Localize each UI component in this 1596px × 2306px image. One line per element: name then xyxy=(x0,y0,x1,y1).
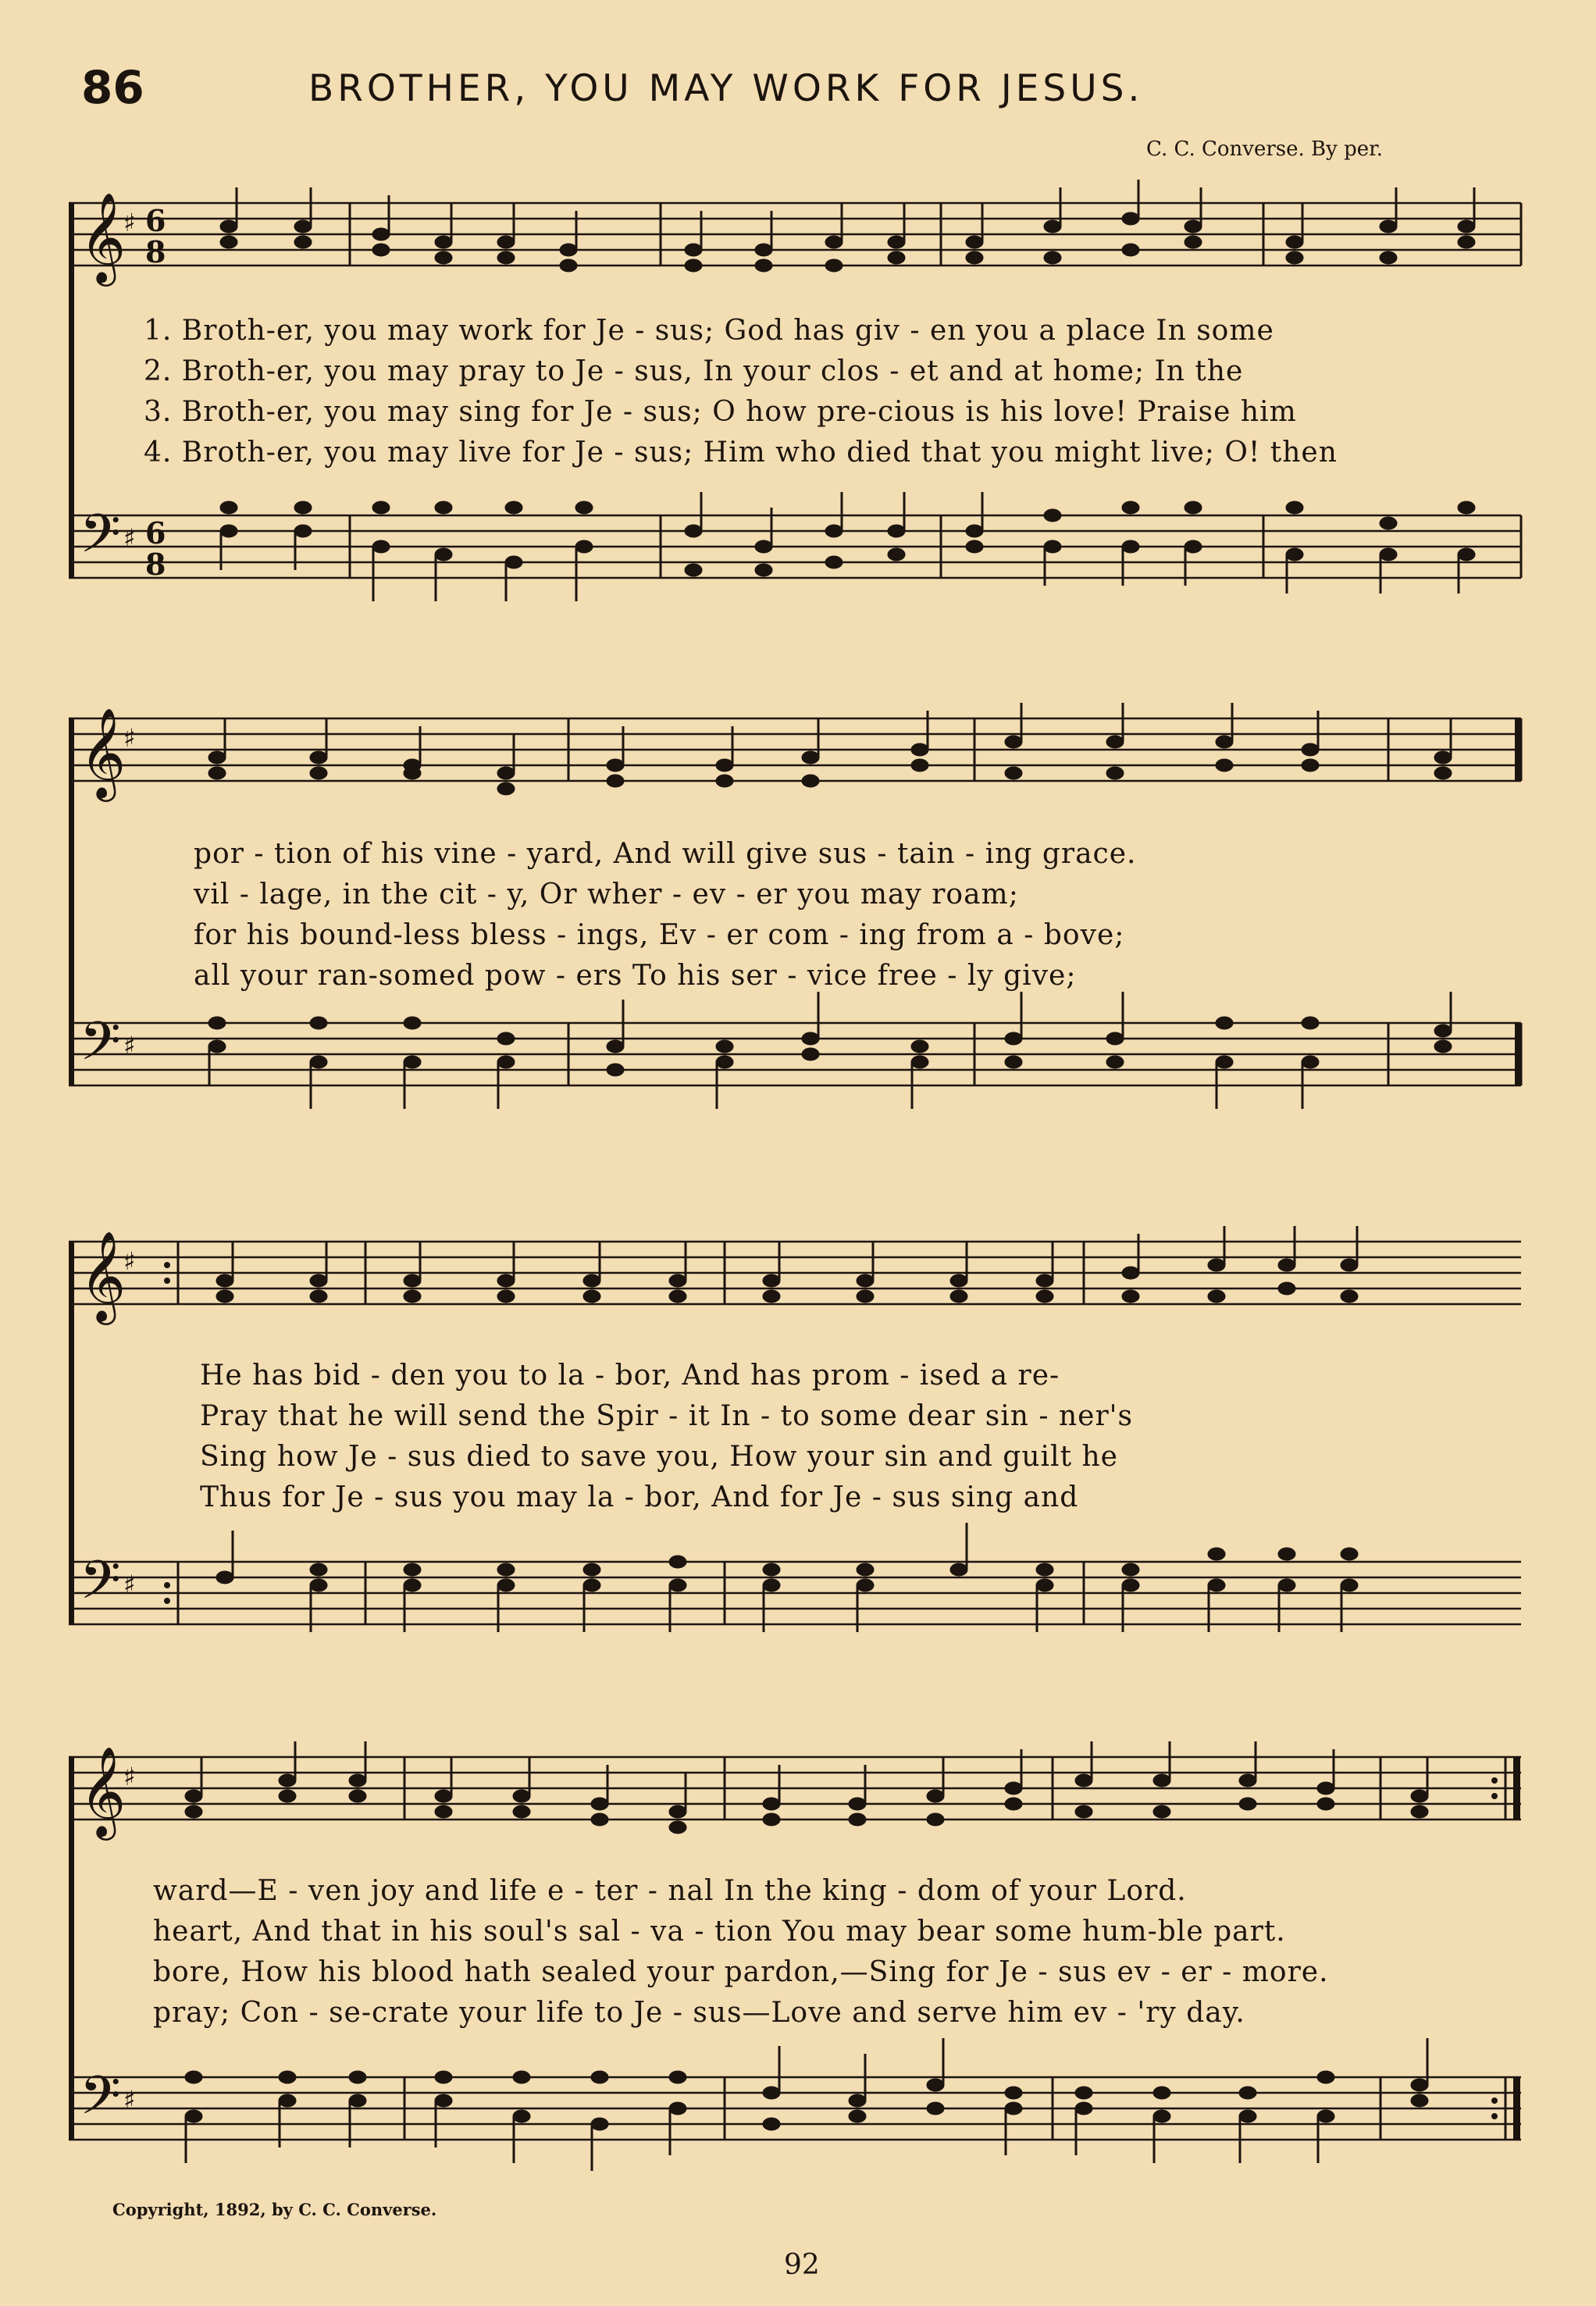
svg-text:𝄞: 𝄞 xyxy=(80,1745,126,1837)
lyric-line: Pray that he will send the Spir - it In - to some dear sin - ner's xyxy=(200,1400,1134,1432)
lyrics-block-4 xyxy=(153,1871,1512,2033)
svg-text:8: 8 xyxy=(145,547,166,582)
music-system-2 xyxy=(69,695,1530,1132)
music-system-4 xyxy=(69,1734,1530,2187)
lyrics-block-2 xyxy=(194,834,1552,996)
lyric-line: pray; Con - se-crate your life to Je - sus—Love and serve him ev - 'ry day. xyxy=(153,1997,1245,2029)
lyric-line: 1. Broth-er, you may work for Je - sus; God has giv - en you a place In some xyxy=(144,315,1274,347)
svg-text:𝄢: 𝄢 xyxy=(80,2065,121,2140)
lyric-line: 2. Broth-er, you may pray to Je - sus, In your clos - et and at home; In the xyxy=(144,355,1244,387)
svg-text:♯: ♯ xyxy=(123,208,136,237)
lyric-line: heart, And that in his soul's sal - va - tion You may bear some hum-ble part. xyxy=(153,1916,1286,1948)
svg-text:𝄞: 𝄞 xyxy=(80,707,126,798)
svg-text:♯: ♯ xyxy=(123,2085,136,2115)
lyric-line: por - tion of his vine - yard, And will give sus - tain - ing grace. xyxy=(194,838,1137,870)
lyric-line: vil - lage, in the cit - y, Or wher - ev - er you may roam; xyxy=(194,879,1019,911)
svg-text:𝄞: 𝄞 xyxy=(80,191,126,283)
svg-text:8: 8 xyxy=(145,234,166,269)
lyrics-block-3 xyxy=(200,1356,1559,1518)
music-system-3 xyxy=(69,1218,1530,1656)
composer-credit: C. C. Converse. By per. xyxy=(1146,137,1383,161)
svg-text:♯: ♯ xyxy=(123,1570,136,1599)
lyrics-block-1 xyxy=(144,311,1502,473)
lyric-line: bore, How his blood hath sealed your pardon,—Sing for Je - sus ev - er - more. xyxy=(153,1956,1329,1988)
lyric-line: for his bound-less bless - ings, Ev - er com - ing from a - bove; xyxy=(194,919,1125,951)
lyric-line: 4. Broth-er, you may live for Je - sus; Him who died that you might live; O! then xyxy=(144,437,1338,469)
lyric-line: He has bid - den you to la - bor, And has prom - ised a re- xyxy=(200,1360,1060,1392)
music-system-1 xyxy=(69,180,1530,617)
svg-text:6: 6 xyxy=(145,515,166,551)
lyric-line: 3. Broth-er, you may sing for Je - sus; O how pre-cious is his love! Praise him xyxy=(144,396,1297,428)
copyright-notice: Copyright, 1892, by C. C. Converse. xyxy=(112,2200,437,2219)
svg-text:𝄢: 𝄢 xyxy=(80,504,121,578)
hymn-number: 86 xyxy=(81,61,144,114)
svg-text:♯: ♯ xyxy=(123,723,136,753)
lyric-line: all your ran-somed pow - ers To his ser - vice free - ly give; xyxy=(194,960,1077,992)
svg-text:𝄞: 𝄞 xyxy=(80,1230,126,1321)
hymn-title: BROTHER, YOU MAY WORK FOR JESUS. xyxy=(308,67,1144,110)
svg-text:♯: ♯ xyxy=(123,1031,136,1060)
lyric-line: Thus for Je - sus you may la - bor, And for Je - sus sing and xyxy=(200,1481,1079,1513)
svg-text:6: 6 xyxy=(145,203,166,238)
svg-text:♯: ♯ xyxy=(123,1246,136,1276)
lyric-line: Sing how Je - sus died to save you, How your sin and guilt he xyxy=(200,1441,1118,1473)
page-number: 92 xyxy=(784,2249,820,2281)
svg-text:𝄢: 𝄢 xyxy=(80,1011,121,1085)
lyric-line: ward—E - ven joy and life e - ter - nal In the king - dom of your Lord. xyxy=(153,1875,1187,1907)
svg-text:♯: ♯ xyxy=(123,523,136,553)
svg-text:♯: ♯ xyxy=(123,1762,136,1791)
svg-text:𝄢: 𝄢 xyxy=(80,1550,121,1624)
